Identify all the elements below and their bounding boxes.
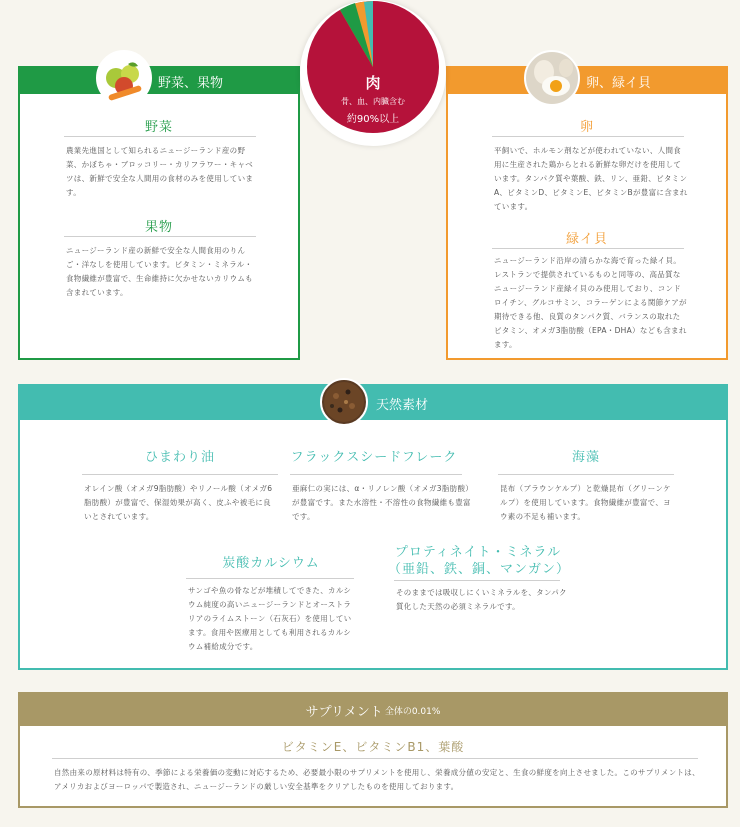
- veg-fruit-header-label: 野菜、果物: [158, 75, 224, 91]
- flaxseed-title: フラックスシードフレーク: [290, 450, 458, 465]
- natural-header: [20, 386, 726, 420]
- egg-shellfish-header-label: 卵、緑イ貝: [586, 75, 652, 91]
- egg-shellfish-header: [448, 68, 726, 94]
- meat-label: 肉: [365, 74, 381, 92]
- seeds-photo: [320, 378, 368, 426]
- seaweed-text: 昆布（ブラウンケルプ）と乾燥昆布（グリーンケルプ）を使用しています。食物繊維が豊富で、ヨウ素の不足も補います。: [500, 484, 671, 521]
- calcium-carbonate-title: 炭酸カルシウム: [222, 556, 320, 571]
- mussels-title: 緑イ貝: [565, 232, 608, 247]
- eggs-divider: [492, 136, 684, 137]
- fruits-text: ニュージーランド産の新鮮で安全な人間食用のりんご・洋なしを使用しています。ビタミン・ミネラル・食物繊維が豊富で、生命維持に欠かせないカリウムも含まれています。: [66, 246, 253, 297]
- supplement-header-label: サプリメント: [305, 704, 383, 720]
- sunflower-oil-title: ひまわり油: [144, 450, 215, 465]
- veg-fruit-header: [20, 68, 298, 94]
- fruits-divider: [64, 236, 256, 237]
- sunflower-oil-divider: [82, 474, 278, 475]
- mussels-text: ニュージーランド沿岸の清らかな海で育った緑イ貝。レストランで提供されているものと同等の、高品質なニュージーランド産緑イ貝のみ使用しており、コンドロイチン、グルコサミン、コラーゲンによる関節ケアが期待できる他、良質のタンパク質、バランスの取れたビタミン、オメガ3脂肪酸（EPA・DHA）なども含まれます。: [494, 256, 687, 349]
- seaweed-title: 海藻: [571, 450, 600, 465]
- egg-photo: [524, 50, 580, 106]
- calcium-carbonate-divider: [186, 578, 354, 579]
- vegetables-divider: [64, 136, 256, 137]
- eggs-text: 平飼いで、ホルモン剤などが使われていない、人間食用に生産された鶏からとれる新鮮な卵だけを使用しています。タンパク質や葉酸、鉄、リン、亜鉛、ビタミンA、ビタミンD、ビタミンE、ビタミンBが豊富に含まれています。: [494, 146, 688, 211]
- supplement-divider: [52, 758, 698, 759]
- supplement-title: ビタミンE、ビタミンB1、葉酸: [281, 740, 465, 754]
- calcium-carbonate-text: サンゴや魚の骨などが堆積してできた、カルシウム純度の高いニュージーランドとオーストラリアのライムストーン（石灰石）を使用しています。食用や医療用としても利用されるカルシウム補給成分です。: [188, 586, 352, 651]
- mussels-divider: [492, 248, 684, 249]
- seaweed-divider: [498, 474, 674, 475]
- sunflower-oil-text: オレイン酸（オメガ9脂肪酸）やリノール酸（オメガ6脂肪酸）が豊富で、保湿効果が高く、皮ふや被毛に良いとされています。: [84, 484, 273, 521]
- eggs-title: 卵: [579, 120, 594, 135]
- egg-shellfish-card: [446, 66, 728, 360]
- meat-ratio-circle: [300, 0, 446, 146]
- proteinate-mineral-text: そのままでは吸収しにくいミネラルを、タンパク質化した天然の必須ミネラルです。: [396, 588, 567, 611]
- meat-percent: 約90%以上: [346, 114, 400, 125]
- meat-desc: 骨、血、内臓含む: [341, 97, 405, 106]
- flaxseed-divider: [290, 474, 462, 475]
- fruit-vegetable-photo: [96, 50, 152, 106]
- veg-fruit-card: [18, 66, 300, 360]
- vegetables-text: 農業先進国として知られるニュージーランド産の野菜、かぼちゃ・ブロッコリー・カリフラワー・キャベツは、新鮮で安全な人間用の食材のみを使用しています。: [66, 146, 254, 197]
- natural-card: [18, 384, 728, 670]
- flaxseed-text: 亜麻仁の実には、α・リノレン酸（オメガ3脂肪酸）が豊富です。また水溶性・不溶性の食物繊維も豊富です。: [292, 484, 474, 521]
- supplement-header: [20, 694, 726, 726]
- proteinate-mineral-title: プロティネイト・ミネラル（亜鉛、鉄、銅、マンガン）: [388, 545, 571, 577]
- natural-header-label: 天然素材: [376, 397, 429, 413]
- fruits-title: 果物: [144, 220, 173, 235]
- supplement-header-note: 全体の0.01%: [384, 706, 441, 717]
- proteinate-mineral-divider: [394, 580, 560, 581]
- vegetables-title: 野菜: [144, 120, 173, 135]
- supplement-text: 自然由来の原材料は特有の、季節による栄養価の変動に対応するため、必要最小限のサプリメントを使用し、栄養成分値の安定と、生食の鮮度を向上させました。このサプリメントは、アメリカおよびヨーロッパで製造され、ニュージーランドの厳しい安全基準をクリアしたものを使用しております。: [54, 768, 700, 791]
- supplement-card: [18, 692, 728, 808]
